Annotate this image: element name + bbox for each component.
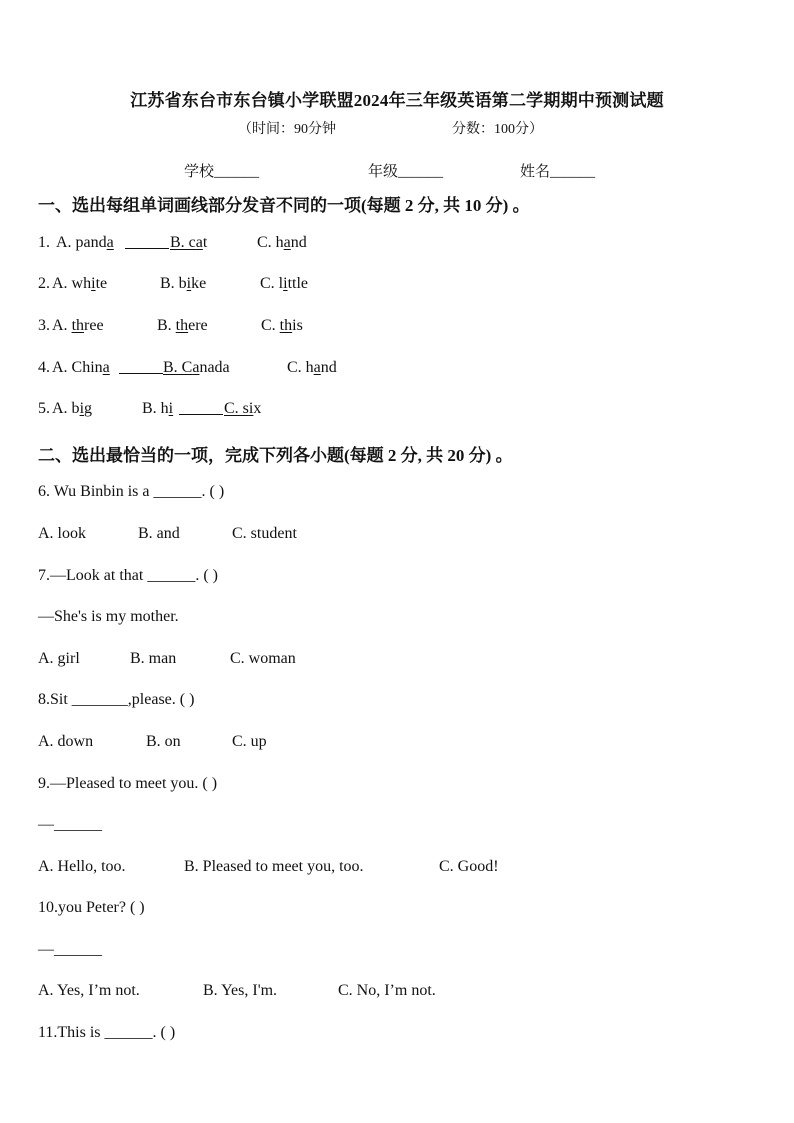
q5-option-c: C. six	[224, 400, 262, 417]
q3-option-b: B. there	[157, 317, 208, 334]
q10-option-c: C. No, I’m not.	[338, 982, 436, 999]
q7-option-c: C. woman	[230, 650, 296, 667]
q4-gap-line	[119, 373, 163, 374]
q8-option-a: A. down	[38, 733, 94, 750]
q6-option-a: A. look	[38, 525, 86, 542]
q4-option-a: A. China	[52, 359, 110, 376]
q9-option-b: B. Pleased to meet you, too.	[184, 858, 364, 875]
q1-option-b: B. cat	[170, 234, 208, 251]
q3-option-c: C. this	[261, 317, 303, 334]
q1-option-a: A. panda	[56, 234, 114, 251]
q4-number: 4.	[38, 359, 50, 376]
q2-option-a: A. white	[52, 275, 108, 292]
q9-option-c: C. Good!	[439, 858, 499, 875]
q10-option-b: B. Yes, I'm.	[203, 982, 278, 999]
q9-reply: —______	[38, 816, 102, 833]
q6-stem: 6. Wu Binbin is a ______. ( )	[38, 483, 225, 500]
q5-option-b: B. hi	[142, 400, 174, 417]
q7-reply: —She's is my mother.	[38, 608, 179, 625]
q1-number: 1.	[38, 234, 50, 251]
q10-reply: —______	[38, 941, 102, 958]
q3-number: 3.	[38, 317, 50, 334]
q10-stem: 10.you Peter? ( )	[38, 899, 145, 916]
q6-option-c: C. student	[232, 525, 297, 542]
section-1-heading: 一、选出每组单词画线部分发音不同的一项(每题 2 分, 共 10 分) 。	[38, 196, 530, 215]
q1-option-c: C. hand	[257, 234, 307, 251]
q5-gap-line	[179, 414, 223, 415]
q5-option-a: A. big	[52, 400, 93, 417]
exam-score: 分数：100分）	[452, 122, 543, 137]
q4-option-b: B. Canada	[163, 359, 230, 376]
school-field: 学校______	[184, 164, 260, 180]
q1-gap-line	[125, 248, 169, 249]
q2-option-b: B. bike	[160, 275, 207, 292]
q6-option-b: B. and	[138, 525, 180, 542]
q8-option-b: B. on	[146, 733, 181, 750]
grade-field: 年级______	[368, 164, 444, 180]
q5-number: 5.	[38, 400, 50, 417]
q8-stem: 8.Sit _______,please. ( )	[38, 691, 195, 708]
q8-option-c: C. up	[232, 733, 267, 750]
q7-option-b: B. man	[130, 650, 177, 667]
q7-stem: 7.—Look at that ______. ( )	[38, 567, 218, 584]
q9-option-a: A. Hello, too.	[38, 858, 126, 875]
exam-time: （时间：90分钟	[238, 122, 336, 137]
q11-stem: 11.This is ______. ( )	[38, 1024, 176, 1041]
q4-option-c: C. hand	[287, 359, 337, 376]
q2-option-c: C. little	[260, 275, 309, 292]
q3-option-a: A. three	[52, 317, 104, 334]
q2-number: 2.	[38, 275, 50, 292]
page-title: 江苏省东台市东台镇小学联盟2024年三年级英语第二学期期中预测试题	[130, 91, 664, 110]
q9-stem: 9.—Pleased to meet you. ( )	[38, 775, 218, 792]
q7-option-a: A. girl	[38, 650, 80, 667]
name-field: 姓名______	[520, 164, 596, 180]
section-2-heading: 二、选出最恰当的一项，完成下列各小题(每题 2 分, 共 20 分) 。	[38, 446, 513, 465]
q10-option-a: A. Yes, I’m not.	[38, 982, 140, 999]
